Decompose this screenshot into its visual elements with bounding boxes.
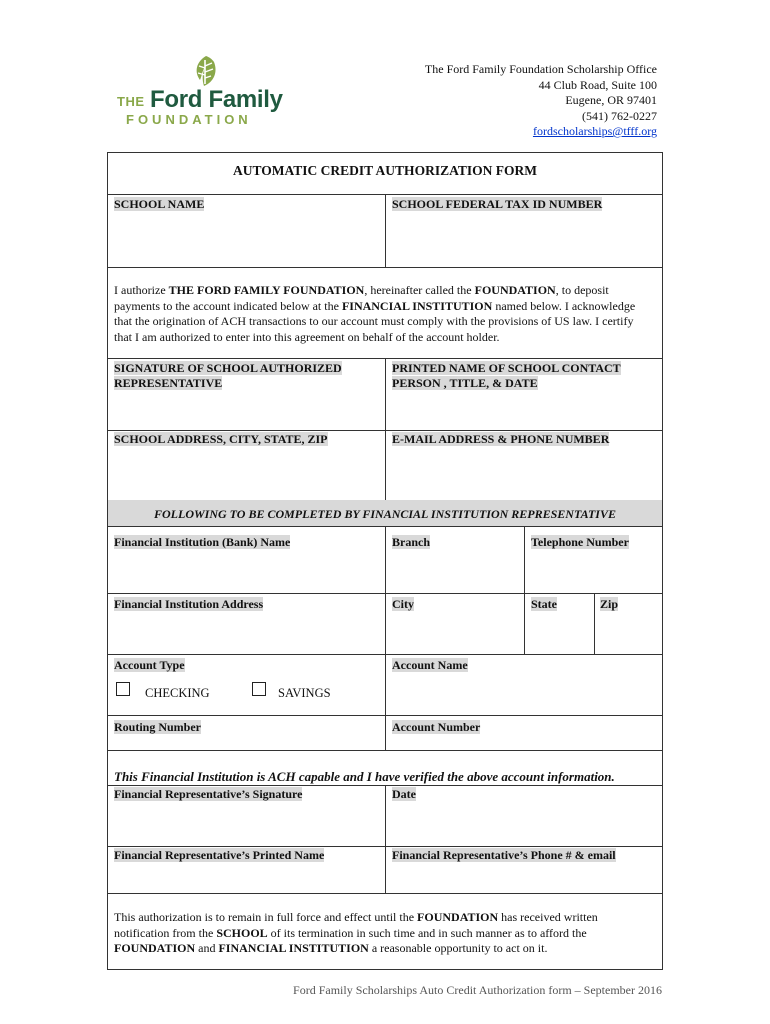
divider: [108, 593, 662, 594]
zip-field[interactable]: [600, 597, 618, 612]
form-title: AUTOMATIC CREDIT AUTHORIZATION FORM: [233, 163, 537, 178]
closing-text: This authorization is to remain in full force and effect until the FOUNDATION has received written notification from the SCHOOL of its termination in such time and in such manner as to afford the FOUNDATION and FINANCIAL INSTITUTION a reasonable opportunity to act on it.: [114, 910, 598, 955]
divider: [594, 593, 595, 654]
ach-statement: This Financial Institution is ACH capable and I have verified the above account information.: [114, 769, 615, 784]
rep-signature-label: Financial Representative’s Signature: [114, 787, 303, 801]
divider: [108, 846, 662, 847]
logo-foundation: FOUNDATION: [126, 112, 252, 127]
divider: [385, 785, 386, 893]
logo-name: Ford Family: [150, 86, 283, 113]
date-field[interactable]: [392, 787, 416, 802]
logo-the: THE: [117, 94, 145, 109]
school-address-label: SCHOOL ADDRESS, CITY, STATE, ZIP: [114, 432, 328, 446]
authorization-form: [107, 152, 663, 970]
address-line-1: The Ford Family Foundation Scholarship Office: [424, 62, 657, 76]
checking-checkbox[interactable]: [116, 682, 130, 696]
rep-phone-email-field[interactable]: [392, 848, 616, 863]
checking-label: CHECKING: [145, 686, 210, 700]
date-label: Date: [392, 787, 416, 801]
city-field[interactable]: [392, 597, 414, 612]
divider: [385, 526, 386, 715]
footer: Ford Family Scholarships Auto Credit Authorization form – September 2016: [293, 983, 662, 997]
account-number-field[interactable]: [392, 720, 480, 735]
tax-id-field[interactable]: [392, 197, 602, 212]
account-name-label: Account Name: [392, 658, 468, 672]
address-phone: (541) 762-0227: [582, 108, 657, 123]
state-label: State: [531, 597, 557, 611]
address-line-3: Eugene, OR 97401: [565, 93, 657, 107]
account-name-field[interactable]: [392, 658, 468, 673]
branch-label: Branch: [392, 535, 431, 549]
divider: [108, 750, 662, 751]
authorization-text: I authorize THE FORD FAMILY FOUNDATION, hereinafter called the FOUNDATION, to deposit payments to the account indicated below at the FINANCIAL INSTITUTION named below. I acknowledge that the origination of ACH transactions to our account must comply with the provisions of US law. I certify that I am authorized to enter into this agreement on behalf of the account holder.: [114, 283, 636, 344]
rep-printed-name-field[interactable]: [114, 848, 324, 863]
email-phone-label: E-MAIL ADDRESS & PHONE NUMBER: [392, 432, 610, 446]
divider: [385, 194, 386, 267]
school-signature-field[interactable]: [114, 361, 342, 391]
branch-field[interactable]: [392, 535, 430, 550]
account-type-field: [114, 658, 185, 673]
telephone-field[interactable]: [531, 535, 629, 550]
routing-number-field[interactable]: [114, 720, 201, 735]
school-name-label: SCHOOL NAME: [114, 197, 205, 211]
printed-name-label-2: PERSON , TITLE, & DATE: [392, 376, 538, 390]
fi-address-field[interactable]: [114, 597, 263, 612]
divider: [524, 526, 525, 654]
bank-name-label: Financial Institution (Bank) Name: [114, 535, 291, 549]
bank-name-field[interactable]: [114, 535, 290, 550]
email-phone-field[interactable]: [392, 432, 609, 447]
tax-id-label: SCHOOL FEDERAL TAX ID NUMBER: [392, 197, 603, 211]
city-label: City: [392, 597, 414, 611]
rep-phone-email-label: Financial Representative’s Phone # & email: [392, 848, 616, 862]
leaf-icon: [190, 54, 222, 88]
savings-label: SAVINGS: [278, 686, 331, 700]
telephone-label: Telephone Number: [531, 535, 629, 549]
account-type-label: Account Type: [114, 658, 185, 672]
school-name-field[interactable]: [114, 197, 204, 212]
divider: [108, 430, 662, 431]
zip-label: Zip: [600, 597, 619, 611]
rep-signature-field[interactable]: [114, 787, 302, 802]
divider: [385, 715, 386, 750]
foundation-logo: [112, 52, 312, 132]
divider: [108, 267, 662, 268]
school-contact-field[interactable]: [392, 361, 621, 391]
signature-label-1: SIGNATURE OF SCHOOL AUTHORIZED: [114, 361, 342, 375]
fi-address-label: Financial Institution Address: [114, 597, 264, 611]
divider: [108, 654, 662, 655]
printed-name-label-1: PRINTED NAME OF SCHOOL CONTACT: [392, 361, 621, 375]
state-field[interactable]: [531, 597, 557, 612]
rep-printed-name-label: Financial Representative’s Printed Name: [114, 848, 325, 862]
address-line-2: 44 Club Road, Suite 100: [538, 77, 657, 92]
school-address-field[interactable]: [114, 432, 328, 447]
divider: [108, 893, 662, 894]
routing-number-label: Routing Number: [114, 720, 202, 734]
savings-checkbox[interactable]: [252, 682, 266, 696]
account-number-label: Account Number: [392, 720, 481, 734]
fi-band-text: FOLLOWING TO BE COMPLETED BY FINANCIAL INSTITUTION REPRESENTATIVE: [154, 507, 616, 521]
email-link[interactable]: fordscholarships@tfff.org: [532, 124, 657, 138]
signature-label-2: REPRESENTATIVE: [114, 376, 223, 390]
divider: [385, 358, 386, 500]
office-address: [425, 62, 657, 140]
